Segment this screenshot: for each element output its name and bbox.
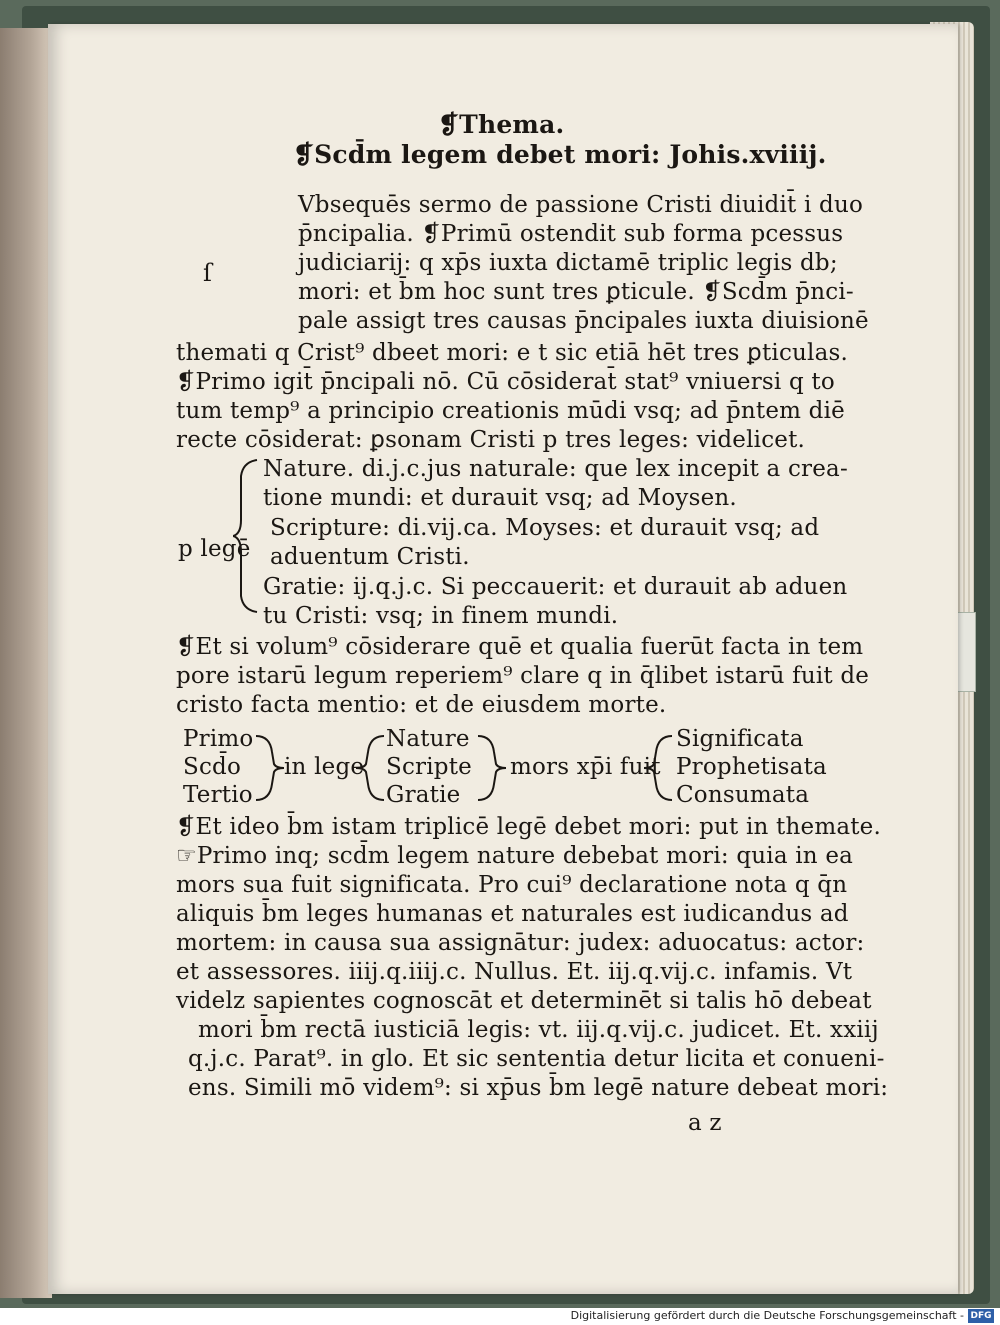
law-nature-line-1: Nature. di.j.c.jus naturale: que lex incepit a crea- bbox=[263, 456, 848, 482]
intro-line-2: p̄ncipalia. ❡Primū ostendit sub forma pcessus bbox=[298, 221, 844, 247]
diagram-ordinal-1: Primo bbox=[183, 726, 254, 752]
heading-verse: ❡Scd̄m legem debet mori: Johis.xviiij. bbox=[293, 140, 827, 169]
laws-brace bbox=[233, 456, 263, 616]
marginal-mark: ſ bbox=[203, 259, 213, 287]
diagram-state-3: Consumata bbox=[676, 782, 810, 808]
footer-credit: Digitalisierung gefördert durch die Deutsche Forschungsgemeinschaft - bbox=[570, 1309, 964, 1322]
signature-mark: a z bbox=[688, 1110, 722, 1136]
intro-line-3: judiciarij: q xp̄s iuxta dictamē triplic legis db; bbox=[298, 250, 838, 276]
para3-line-7: videlz sapientes cognoscāt et determinēt si talis hō debeat bbox=[176, 988, 872, 1014]
para2-line-1: ❡Et si volum⁹ cōsiderare quē et qualia fuerūt facta in tem bbox=[176, 634, 864, 660]
para3-line-8: mori b̄m rectā iusticiā legis: vt. iij.q.vij.c. judicet. Et. xxiij bbox=[198, 1017, 879, 1043]
dfg-logo: DFG bbox=[968, 1309, 994, 1323]
para3-line-6: et assessores. iiij.q.iiij.c. Nullus. Et. iij.q.vij.c. infamis. Vt bbox=[176, 959, 853, 985]
heading-thema: ❡Thema. bbox=[438, 110, 565, 139]
law-scripture-line-1: Scripture: di.vij.ca. Moyses: et durauit vsq; ad bbox=[270, 515, 820, 541]
para3-line-4: aliquis b̄m leges humanas et naturales est iudicandus ad bbox=[176, 901, 849, 927]
diagram-ordinal-3: Tertio bbox=[183, 782, 253, 808]
diagram-law-1: Nature bbox=[386, 726, 470, 752]
para3-line-3: mors sua fuit significata. Pro cui⁹ declaratione nota q q̄n bbox=[176, 872, 848, 898]
para3-line-2: ☞Primo inq; scd̄m legem nature debebat mori: quia in ea bbox=[176, 843, 854, 869]
diagram-ordinal-2: Scd̄o bbox=[183, 754, 242, 780]
diagram-state-2: Prophetisata bbox=[676, 754, 827, 780]
para2-line-3: cristo facta mentio: et de eiusdem morte. bbox=[176, 692, 667, 718]
para3-line-5: mortem: in causa sua assignātur: judex: aduocatus: actor: bbox=[176, 930, 865, 956]
law-scripture-line-2: aduentum Cristi. bbox=[270, 544, 470, 570]
diagram-brace-right bbox=[644, 732, 674, 804]
diagram-law-2: Scripte bbox=[386, 754, 472, 780]
book-page bbox=[48, 24, 958, 1294]
left-cover-edge bbox=[0, 28, 52, 1298]
diagram-mors: mors xp̄i fuit bbox=[510, 754, 661, 780]
law-gratie-line-2: tu Cristi: vsq; in finem mundi. bbox=[263, 603, 619, 629]
para1-line-3: tum temp⁹ a principio creationis mūdi vsq; ad p̄ntem diē bbox=[176, 398, 845, 424]
law-nature-line-2: tione mundi: et durauit vsq; ad Moysen. bbox=[263, 485, 737, 511]
intro-line-5: pale assigt tres causas p̄ncipales iuxta diuisionē bbox=[298, 308, 869, 334]
para3-line-1: ❡Et ideo b̄m istam triplicē legē debet mori: put in themate. bbox=[176, 814, 882, 840]
diagram-brace-center-left bbox=[356, 732, 386, 804]
laws-left-label: p legē bbox=[178, 536, 251, 562]
para1-line-1: themati q Crist⁹ dbeet mori: e t sic etiā hēt tres ꝑticulas. bbox=[176, 340, 849, 366]
intro-line-4: mori: et b̄m hoc sunt tres ꝑticule. ❡Scd̄m p̄nci- bbox=[298, 279, 854, 305]
diagram-in-lege: in lege bbox=[284, 754, 365, 780]
diagram-state-1: Significata bbox=[676, 726, 804, 752]
diagram-brace-left bbox=[256, 732, 286, 804]
intro-line-1: Vbsequēs sermo de passione Cristi diuidit̄ i duo bbox=[298, 192, 864, 218]
para3-line-10: ens. Simili mō videm⁹: si xp̄us b̄m legē nature debeat mori: bbox=[188, 1075, 889, 1101]
diagram-law-3: Gratie bbox=[386, 782, 461, 808]
para2-line-2: pore istarū legum reperiem⁹ clare q in q̄libet istarū fuit de bbox=[176, 663, 870, 689]
law-gratie-line-1: Gratie: ij.q.j.c. Si peccauerit: et durauit ab aduen bbox=[263, 574, 848, 600]
diagram-brace-center-right bbox=[478, 732, 508, 804]
para3-line-9: q.j.c. Parat⁹. in glo. Et sic sententia detur licita et conueni- bbox=[188, 1046, 885, 1072]
para1-line-4: recte cōsiderat: ꝑsonam Cristi p tres leges: videlicet. bbox=[176, 427, 806, 453]
para1-line-2: ❡Primo igit̄ p̄ncipali nō. Cū cōsiderat̄ stat⁹ vniuersi q to bbox=[176, 369, 835, 395]
